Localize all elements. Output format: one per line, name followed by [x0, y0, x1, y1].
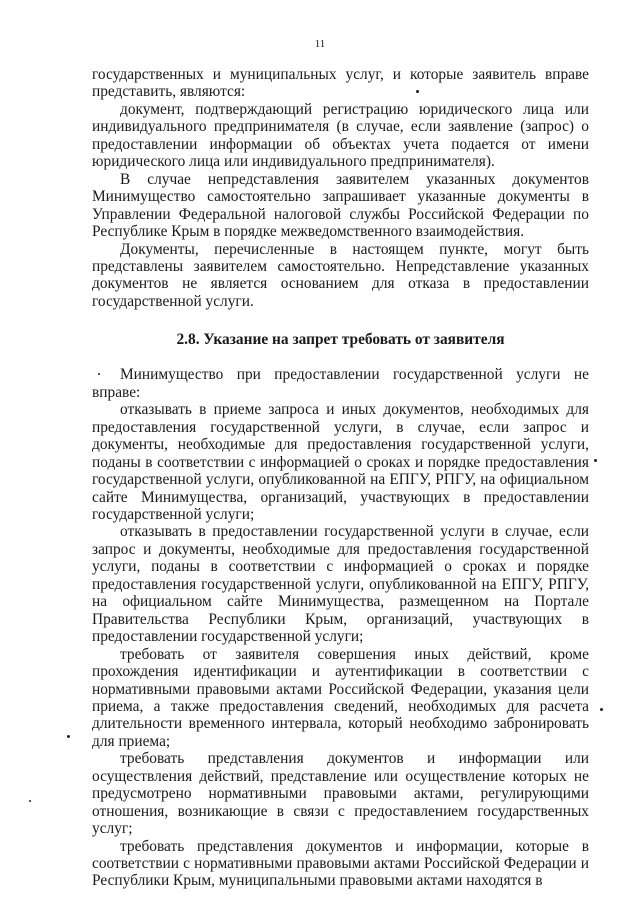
page-body — [92, 66, 589, 890]
scan-speck — [29, 800, 31, 802]
scan-speck — [600, 708, 603, 711]
scan-speck — [67, 735, 70, 738]
paragraph-registration-document: документ, подтверждающий регистрацию юридического лица или индивидуального предпринимателя (в случае, если заявление (запрос) о предоставлении информации об объектах учета подается от имени юридического лица или индивидуального предпринимателя). — [92, 100, 589, 171]
paragraph-extra-actions: требовать от заявителя совершения иных действий, кроме прохождения идентификации и аутентификации в соответствии с нормативными правовыми актами Российской Федерации, указания цели приема, а также предоставления сведений, необходимых для расчета длительности временного интервала, который необходимо забронировать для приема; — [92, 645, 589, 750]
paragraph-held-documents: требовать представления документов и информации, которые в соответствии с нормативными правовыми актами Российской Федерации и Республики Крым, муниципальными правовыми актами находятся в — [92, 837, 589, 890]
scan-speck — [98, 373, 100, 375]
section-heading: 2.8. Указание на запрет требовать от заявителя — [176, 331, 505, 349]
scan-speck — [594, 459, 597, 462]
paragraph-prohibitions-intro: Минимущество при предоставлении государственной услуги не вправе: — [92, 366, 589, 401]
paragraph-unlisted-documents: требовать представления документов и информации или осуществления действий, представление или осуществление которых не предусмотрено нормативными правовыми актами, регулирующими отношения, возникающие в связи с предоставлением государственных услуг; — [92, 750, 589, 838]
paragraph-interagency-request: В случае непредставления заявителем указанных документов Минимущество самостоятельно запрашивает указанные документы в Управлении Федеральной налоговой службы Российской Федерации по Республике Крым в порядке межведомственного взаимодействия. — [92, 170, 589, 241]
paragraph-refuse-acceptance: отказывать в приеме запроса и иных документов, необходимых для предоставления государственной услуги, в случае, если запрос и документы, необходимые для предоставления государственной услуги, поданы в соответствии с информацией о сроках и порядке предоставления государственной услуги, опубликованной на ЕПГУ, РПГУ, на официальном сайте Минимущества, организаций, участвующих в предоставлении государственной услуги; — [92, 401, 589, 523]
paragraph-refuse-service: отказывать в предоставлении государственной услуги в случае, если запрос и документы, необходимые для предоставления государственной услуги, поданы в соответствии с информацией о сроках и порядке предоставления государственной услуги, опубликованной на ЕПГУ, РПГУ, на официальном сайте Минимущества, размещенном на Портале Правительства Республики Крым, организаций, участвующих в предоставлении государственной услуги; — [92, 523, 589, 646]
scan-speck — [416, 90, 419, 93]
paragraph-self-submission: Документы, перечисленные в настоящем пункте, могут быть представлены заявителем самостоятельно. Непредставление указанных документов не является основанием для отказа в предоставлении государственной услуги. — [92, 240, 589, 310]
page-number: 11 — [314, 38, 326, 50]
paragraph-continuation: государственных и муниципальных услуг, и которые заявитель вправе представить, являются: — [92, 66, 589, 101]
